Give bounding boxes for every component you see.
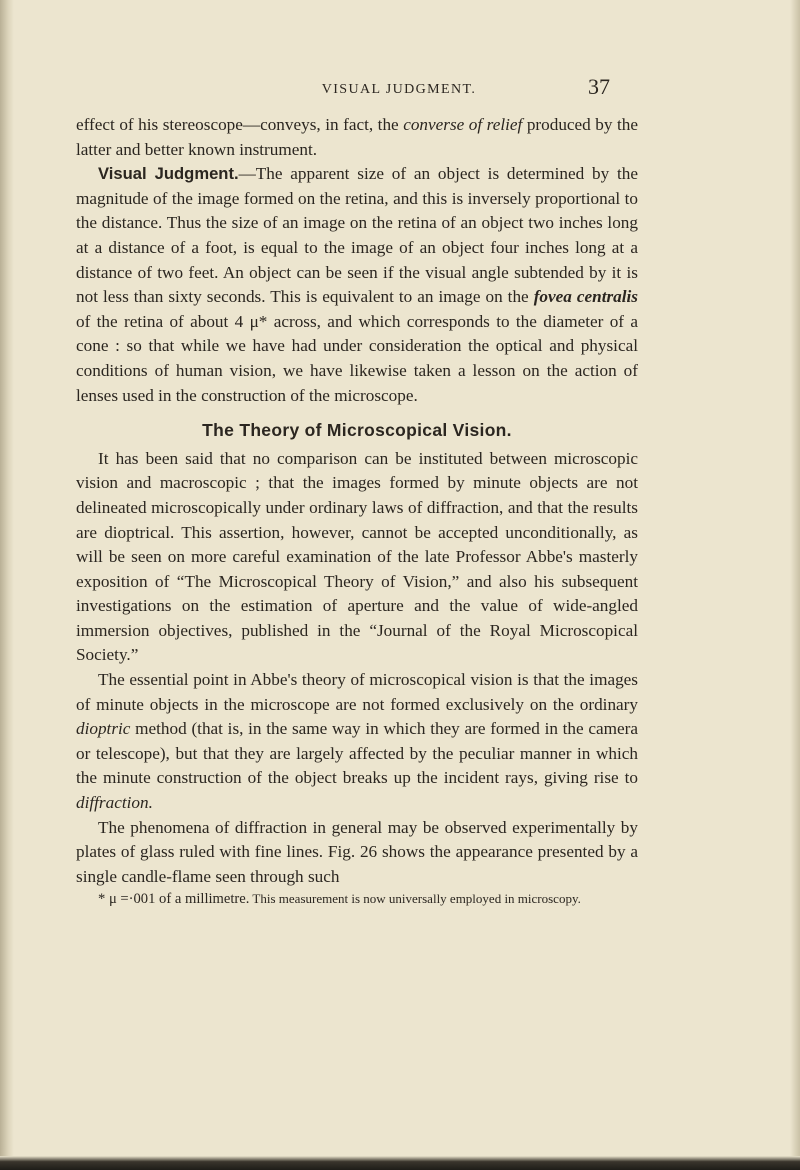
text-run: —The apparent size of an object is determined by the magnitude of the image formed on the retina, and this is inversely proportional to the distance. Thus the size of an image on the retina of an object two inches long at a distance of a foot, is equal to the image of an object four inches long at a distance of two feet. An object can be seen if the visual angle subtended by it is not less than sixty seconds. This is equivalent to an image on the bbox=[76, 164, 638, 307]
paragraph-diffraction: The phenomena of diffraction in general may be observed experimentally by plates of glass ruled with fine lines. Fig. 26 shows the appearance presented by a single candle-flame seen through such bbox=[76, 817, 638, 886]
page-edge-right bbox=[790, 0, 800, 1170]
emphasis: diffraction. bbox=[76, 793, 153, 813]
section-title: The Theory of Microscopical Vision. bbox=[202, 420, 512, 441]
text-run: method (that is, in the same way in which they are formed in the camera or telescope), but that they are largely affected by the peculiar manner in which the minute construction of the object breaks up the incident rays, giving rise to bbox=[76, 719, 638, 788]
paragraph-visual-judgment bbox=[76, 162, 638, 408]
emphasis: fovea centralis bbox=[533, 287, 638, 307]
page-number: 37 bbox=[588, 74, 610, 99]
text-run: The essential point in Abbe's theory of microscopical vision is that the images of minute objects in the microscope are not formed exclusively on the ordinary bbox=[76, 670, 638, 714]
emphasis: dioptric bbox=[76, 719, 131, 739]
page-edge-left bbox=[0, 0, 14, 1170]
footnote-text: This measurement is now universally employed in microscopy. bbox=[249, 891, 581, 907]
footnote-marker-text: * μ =·001 of a millimetre. bbox=[98, 891, 250, 908]
footnote bbox=[76, 889, 638, 909]
running-header: VISUAL JUDGMENT. bbox=[321, 82, 477, 97]
paragraph-abbe bbox=[76, 668, 638, 816]
page-body bbox=[76, 113, 638, 909]
scan-bottom-edge bbox=[0, 1156, 800, 1170]
paragraph-theory: It has been said that no comparison can be instituted between microscopic vision and macroscopic ; that the images formed by minute objects are not delineated microscopically under ordinary laws of diffraction, and that the results are dioptrical. This assertion, however, cannot be accepted unconditionally, as will be seen on more careful examination of the late Professor Abbe's masterly exposition of “The Microscopical Theory of Vision,” and also his subsequent investigations on the estimation of aperture and the value of wide-angled immersion objectives, published in the “Journal of the Royal Microscopical Society.” bbox=[76, 448, 638, 665]
paragraph-continuation bbox=[76, 113, 638, 162]
text-run: of the retina of about 4 μ* across, and which corresponds to the diameter of a cone : so that while we have had under consideration the optical and physical conditions of human vision, we have likewise taken a lesson on the action of lenses used in the construction of the microscope. bbox=[76, 311, 638, 405]
emphasis: converse of relief bbox=[403, 115, 523, 134]
text-run: produced by the latter and better known instrument. bbox=[76, 115, 638, 159]
text-run: effect of his stereoscope—conveys, in fact, the bbox=[76, 115, 404, 134]
run-in-heading: Visual Judgment. bbox=[98, 164, 239, 184]
